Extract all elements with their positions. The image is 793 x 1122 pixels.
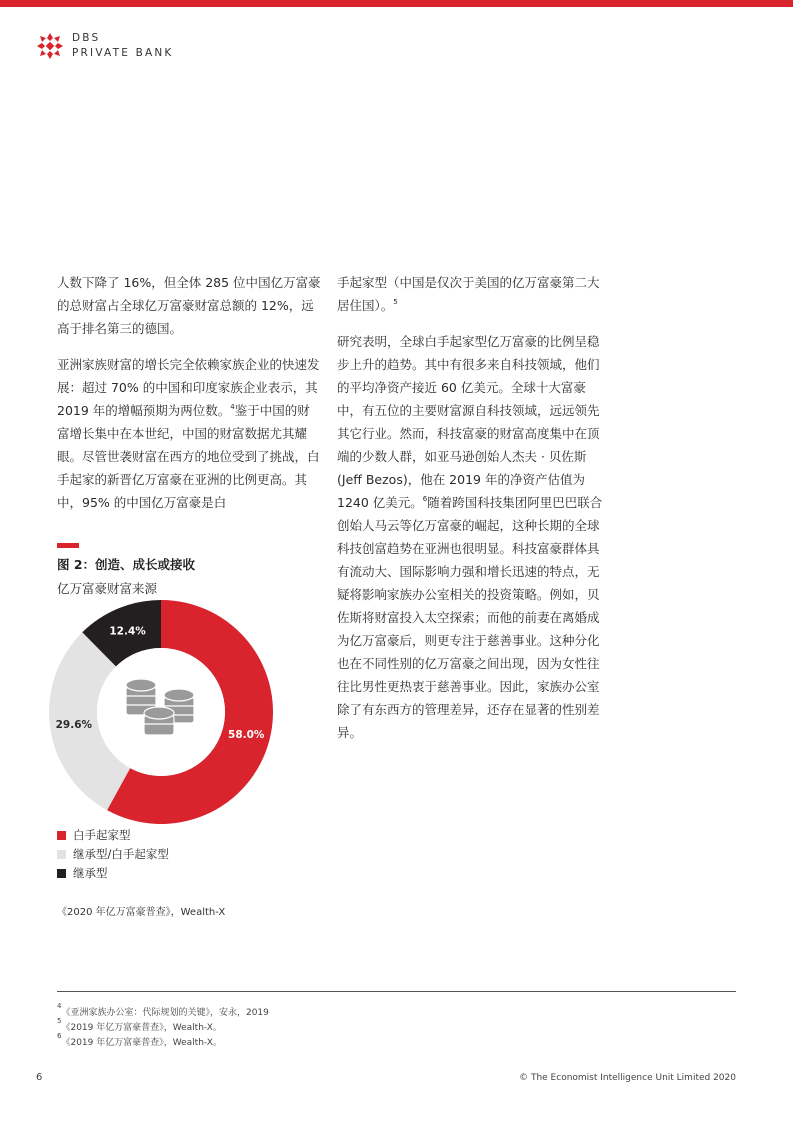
donut-data-label: 29.6% — [55, 719, 93, 732]
footnote-text: 《2019 年亿万富豪普查》，Wealth-X。 — [61, 1023, 222, 1033]
paragraph-text: 鉴于中国的财富增长集中在本世纪，中国的财富数据尤其耀眼。尽管世袭财富在西方的地位受到了挑战，白手起家的新晋亿万富豪在亚洲的比例更高。其中，95% 的中国亿万富豪是白 — [57, 403, 320, 510]
figure-source: 《2020 年亿万富豪普查》，Wealth-X — [57, 907, 226, 918]
body-column-left — [57, 271, 322, 514]
legend-label: 继承型 — [73, 866, 108, 880]
donut-data-label: 12.4% — [109, 625, 146, 638]
footnote-text: 《2019 年亿万富豪普查》，Wealth-X。 — [61, 1038, 222, 1048]
footnote-number: 6 — [57, 1032, 62, 1040]
copyright: © The Economist Intelligence Unit Limited 2020 — [519, 1073, 736, 1083]
legend-item — [57, 827, 131, 843]
footnote-ref: 4 — [230, 403, 235, 411]
donut-data-label: 58.0% — [228, 728, 265, 741]
footnote-number: 5 — [57, 1017, 62, 1025]
body-column-right — [337, 271, 603, 744]
footnote — [57, 1002, 269, 1018]
paragraph — [337, 330, 603, 744]
brand-name — [72, 31, 174, 61]
donut-chart — [46, 597, 276, 827]
legend-swatch — [57, 850, 66, 859]
legend-item — [57, 846, 169, 862]
dbs-logo-icon — [36, 32, 64, 60]
paragraph-text: 手起家型（中国是仅次于美国的亿万富豪第二大居住国）。 — [337, 275, 600, 313]
footnote-divider — [57, 991, 736, 992]
page-number: 6 — [36, 1072, 43, 1083]
top-accent-bar — [0, 0, 793, 7]
legend-label: 白手起家型 — [73, 828, 131, 842]
figure-title: 图 2：创造、成长或接收 — [57, 557, 196, 572]
footnote-number: 4 — [57, 1002, 62, 1010]
brand-line-1: DBS — [72, 32, 101, 44]
footnote-text: 《亚洲家族办公室：代际规划的关键》，安永，2019 — [61, 1008, 269, 1018]
legend-swatch — [57, 831, 66, 840]
legend-swatch — [57, 869, 66, 878]
paragraph — [57, 353, 322, 514]
paragraph-text: 随着跨国科技集团阿里巴巴联合创始人马云等亿万富豪的崛起，这种长期的全球科技创富趋势在亚洲也很明显。科技富豪群体具有流动大、国际影响力强和增长迅速的特点，无疑将影响家族办公室相关的投资策略。例如，贝佐斯将财富投入太空探索；而他的前妻在离婚成为亿万富豪后，则更专注于慈善事业。这种分化也在不同性别的亿万富豪之间出现，因为女性往往比男性更热衷于慈善事业。因此，家族办公室除了有东西方的管理差异，还存在显著的性别差异。 — [337, 495, 603, 740]
paragraph-text: 研究表明，全球白手起家型亿万富豪的比例呈稳步上升的趋势。其中有很多来自科技领域，他们的平均净资产接近 60 亿美元。全球十大富豪中，有五位的主要财富源自科技领域，远远领先其它行业。然而，科技富豪的财富高度集中在顶端的少数人群，如亚马逊创始人杰夫 · 贝佐斯 (Jeff Bezos)，他在 2019 年的净资产估值为 1240 亿美元。 — [337, 334, 600, 510]
brand-line-2: PRIVATE BANK — [72, 47, 174, 59]
figure-marker — [57, 543, 79, 548]
footnote-ref: 5 — [393, 298, 398, 306]
paragraph — [337, 271, 603, 317]
paragraph: 人数下降了 16%，但全体 285 位中国亿万富豪的总财富占全球亿万富豪财富总额的 12%，远高于排名第三的德国。 — [57, 275, 321, 336]
legend-label: 继承型/白手起家型 — [73, 847, 169, 861]
legend-item — [57, 865, 108, 881]
footnote-ref: 6 — [422, 495, 428, 503]
footnote — [57, 1032, 222, 1048]
figure-subtitle: 亿万富豪财富来源 — [57, 581, 158, 596]
paragraph-text: 亚洲家族财富的增长完全依赖家族企业的快速发展：超过 70% 的中国和印度家族企业表示，其 2019 年的增幅预期为两位数。 — [57, 357, 320, 418]
footnote — [57, 1017, 222, 1033]
